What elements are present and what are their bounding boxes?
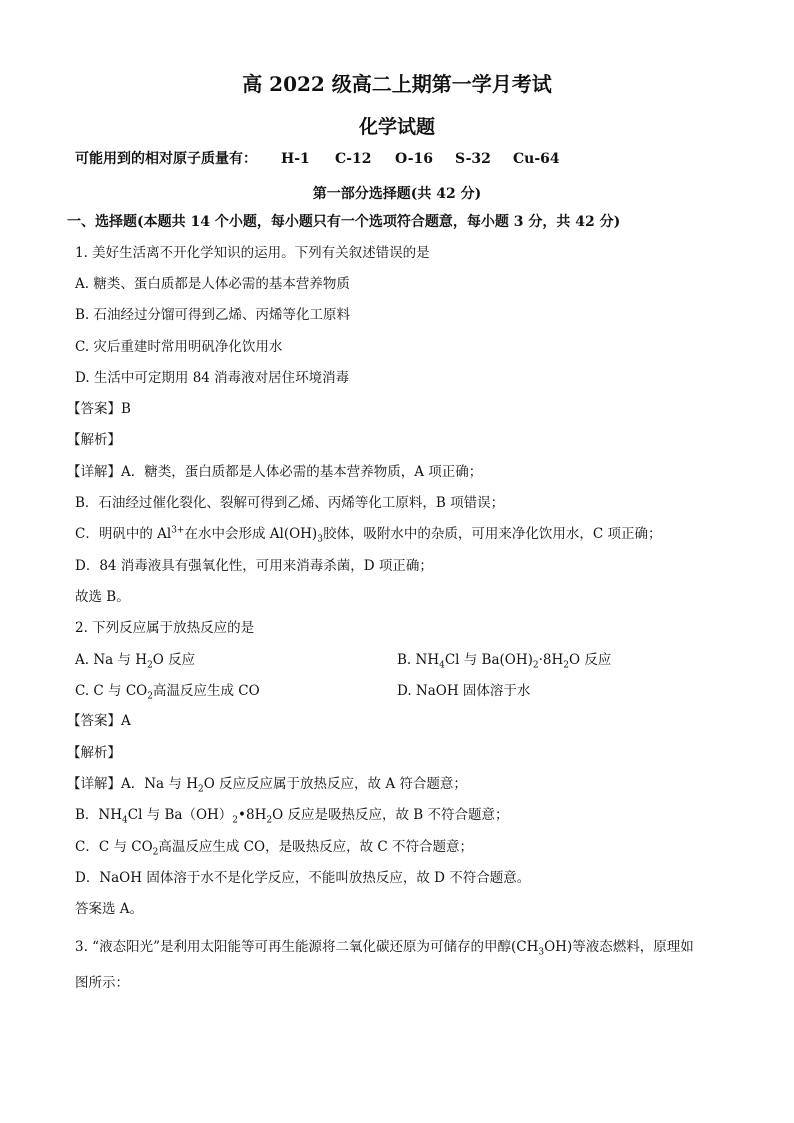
formula-part: CH — [516, 939, 539, 955]
q2-conclusion: 答案选 A。 — [75, 901, 144, 917]
detail-c-post: 胶体，吸附水中的杂质，可用来净化饮用水，C 项正确； — [322, 526, 662, 542]
subscript: 3 — [538, 947, 545, 958]
subscript: 2 — [532, 660, 539, 671]
q1-option-a: A. 糖类、蛋白质都是人体必需的基本营养物质 — [75, 276, 350, 292]
text-part: 高温反应生成 CO — [152, 683, 260, 699]
atomic-mass-h: H-1 — [281, 151, 310, 167]
subscript: 4 — [439, 660, 445, 671]
formula-part: OH — [544, 939, 567, 955]
text-part: ·8H — [538, 652, 564, 668]
subscript: 2 — [152, 847, 159, 858]
atomic-mass-label: 可能用到的相对原子质量有： — [75, 151, 257, 167]
detail-tag: 【详解】 — [67, 776, 121, 792]
subscript: 2 — [266, 815, 273, 826]
q1-detail-c — [75, 525, 662, 543]
detail-tag: 【详解】 — [67, 464, 121, 480]
q2-stem: 2. 下列反应属于放热反应的是 — [75, 620, 255, 636]
q1-answer — [67, 400, 131, 418]
text-part: O 反应 — [569, 652, 612, 668]
text-part: Cl 与 Ba(OH) — [444, 652, 533, 668]
text-part: B．NH — [75, 807, 123, 823]
q1-analysis-tag: 【解析】 — [67, 432, 121, 448]
text-part: A．Na 与 H — [121, 776, 198, 792]
atomic-mass-o: O-16 — [395, 151, 434, 167]
q1-option-d: D. 生活中可定期用 84 消毒液对居住环境消毒 — [75, 370, 350, 386]
detail-c-sub: 3 — [317, 534, 323, 545]
q2-detail-b — [75, 806, 508, 824]
text-part: O 反应是吸热反应，故 B 不符合题意； — [272, 807, 509, 823]
answer-value: A — [121, 713, 131, 729]
subscript: 2 — [147, 691, 153, 702]
atomic-mass-line — [75, 150, 560, 168]
q2-detail-c — [75, 838, 473, 856]
q1-stem: 1. 美好生活离不开化学知识的运用。下列有关叙述错误的是 — [75, 245, 430, 261]
q2-option-d: D. NaOH 固体溶于水 — [397, 683, 531, 699]
text-part: C．C 与 CO — [75, 839, 153, 855]
q1-conclusion: 故选 B。 — [75, 589, 130, 605]
q3-stem-line2: 图所示： — [75, 975, 129, 991]
answer-tag: 【答案】 — [67, 713, 121, 729]
q2-detail-a — [67, 775, 467, 793]
detail-c-sup: 3+ — [171, 525, 185, 536]
atomic-mass-cu: Cu-64 — [513, 151, 560, 167]
text-part: 高温反应生成 CO，是吸热反应，故 C 不符合题意； — [158, 839, 473, 855]
text-part: A. Na 与 H — [75, 652, 148, 668]
atomic-mass-s: S-32 — [455, 151, 491, 167]
q2-detail-d: D．NaOH 固体溶于水不是化学反应，不能叫放热反应，故 D 不符合题意。 — [75, 870, 531, 886]
subscript: 2 — [232, 815, 239, 826]
q1-option-b: B. 石油经过分馏可得到乙烯、丙烯等化工原料 — [75, 307, 351, 323]
q3-stem-pre: 3. “液态阳光”是利用太阳能等可再生能源将二氧化碳还原为可储存的甲醇( — [75, 939, 517, 955]
subscript: 4 — [122, 815, 128, 826]
atomic-mass-c: C-12 — [335, 151, 372, 167]
detail-c-pre: C．明矾中的 Al — [75, 526, 172, 542]
text-part: Cl 与 Ba（OH） — [127, 807, 233, 823]
subscript: 2 — [197, 784, 204, 795]
q1-option-c: C. 灾后重建时常用明矾净化饮用水 — [75, 339, 283, 355]
text-part: O 反应反应属于放热反应，故 A 符合题意； — [203, 776, 467, 792]
text-part: B. NH — [397, 652, 440, 668]
detail-text: A．糖类，蛋白质都是人体必需的基本营养物质，A 项正确； — [121, 464, 483, 480]
q2-analysis-tag: 【解析】 — [67, 745, 121, 761]
q3-stem-post: )等液态燃料，原理如 — [566, 939, 694, 955]
answer-value: B — [121, 401, 131, 417]
section-heading: 一、选择题(本题共 14 个小题，每小题只有一个选项符合题意，每小题 3 分，共 42 分) — [67, 214, 621, 230]
q1-detail-d: D．84 消毒液具有强氧化性，可用来消毒杀菌，D 项正确； — [75, 558, 433, 574]
text-part: C. C 与 CO — [75, 683, 148, 699]
q2-option-a — [75, 651, 195, 669]
text-part: •8H — [238, 807, 267, 823]
q2-option-c — [75, 682, 260, 700]
text-part: O 反应 — [152, 652, 196, 668]
subscript: 2 — [147, 660, 153, 671]
q2-answer — [67, 712, 131, 730]
q3-stem — [75, 938, 694, 956]
detail-c-mid: 在水中会形成 Al(OH) — [184, 526, 318, 542]
subject-title: 化学试题 — [358, 116, 435, 138]
q1-detail-b: B．石油经过催化裂化、裂解可得到乙烯、丙烯等化工原料，B 项错误； — [75, 495, 505, 511]
subscript: 2 — [563, 660, 570, 671]
q1-detail-a — [67, 463, 482, 481]
part-heading: 第一部分选择题(共 42 分) — [312, 186, 482, 202]
q2-option-b — [397, 651, 611, 669]
answer-tag: 【答案】 — [67, 401, 121, 417]
exam-title: 高 2022 级高二上期第一学月考试 — [242, 72, 552, 96]
